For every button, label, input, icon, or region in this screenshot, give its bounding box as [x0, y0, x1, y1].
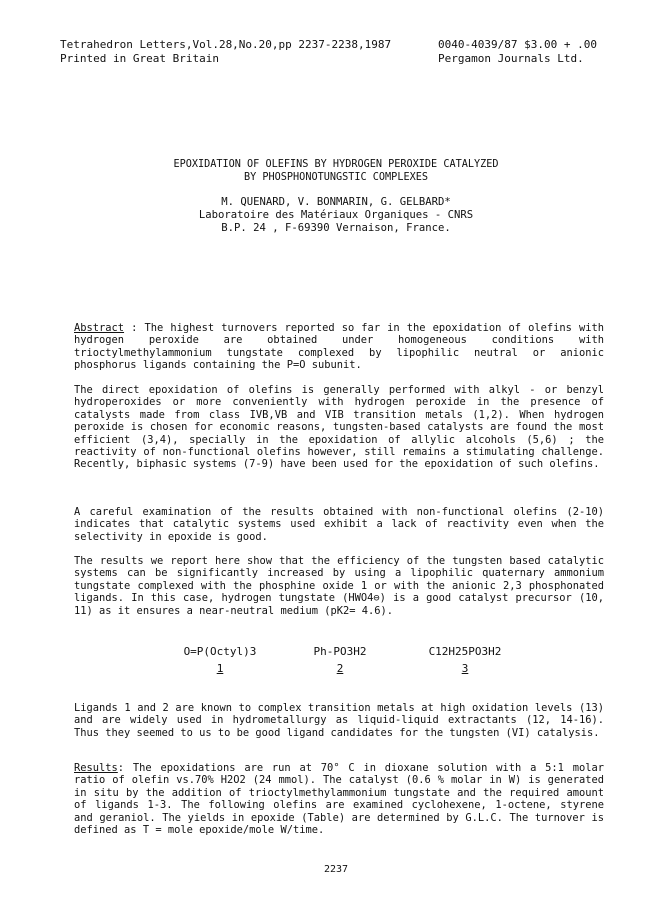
author-block [0, 196, 672, 235]
body-paragraph: A careful examination of the results obtained with non-functional olefins (2-10) indicates that catalytic systems used exhibit a lack of reactivity even when the selectivity in epoxide is good. [74, 506, 604, 543]
body-paragraph: The direct epoxidation of olefins is generally performed with alkyl - or benzyl hydroperoxides or more conveniently with hydrogen peroxide in the presence of catalysts made from class IVB,VB and VIB transition metals (1,2). When hydrogen peroxide is chosen for economic reasons, tungsten-based catalysts are found the most efficient (3,4), specially in the epoxidation of allylic alcohols (5,6) ; the reactivity of non-functional olefins however, still remains a stimulating challenge. Recently, biphasic systems (7-9) have been used for the epoxidation of such olefins. [74, 384, 604, 471]
results-text: : The epoxidations are run at 70° C in dioxane solution with a 5:1 molar ratio of olefin vs.70% H2O2 (24 mmol). The catalyst (0.6 % molar in W) is generated in situ by the addition of trioctylmethylammonium tungstate and the required amount of ligands 1-3. The following olefins are examined cyclohexene, 1-octene, styrene and geraniol. The yields in epoxide (Table) are determined by G.L.C. The turnover is defined as T = mole epoxide/mole W/time. [74, 762, 604, 837]
ligand-formula: O=P(Octyl)3 [183, 645, 257, 658]
affiliation-line-2: B.P. 24 , F-69390 Vernaison, France. [221, 222, 451, 234]
author-names: M. QUENARD, V. BONMARIN, G. GELBARD* [221, 196, 451, 208]
price-line: 0040-4039/87 $3.00 + .00 [438, 38, 597, 51]
ligand-2 [290, 645, 390, 675]
citation-header [60, 38, 391, 66]
body-paragraph: The results we report here show that the efficiency of the tungsten based catalytic systems can be significantly increased by using a lipophilic quaternary ammonium tungstate complexed with the phosphine oxide 1 or with the anionic 2,3 phosphonated ligands. In this case, hydrogen tungstate (HWO4⊖) is a good catalyst precursor (10, 11) as it ensures a near-neutral medium (pK2= 4.6). [74, 555, 604, 617]
ligand-1 [170, 645, 270, 675]
body-paragraph: Ligands 1 and 2 are known to complex transition metals at high oxidation levels (13) and are widely used in hydrometallurgy as liquid-liquid extractants (12, 14-16). Thus they seemed to us to be good ligand candidates for the tungsten (VI) catalysis. [74, 702, 604, 739]
title-line-1: EPOXIDATION OF OLEFINS BY HYDROGEN PEROXIDE CATALYZED [173, 159, 499, 170]
ligand-formula: Ph-PO3H2 [313, 645, 367, 658]
title-line-2: BY PHOSPHONOTUNGSTIC COMPLEXES [243, 172, 428, 183]
abstract-text: : The highest turnovers reported so far in the epoxidation of olefins with hydrogen peroxide are obtained under homogeneous conditions with trioctylmethylammonium tungstate complexed by lipophilic neutral or anionic phosphorus ligands containing the P=O subunit. [74, 322, 604, 372]
ligand-number: 2 [336, 662, 344, 675]
publisher-line: Pergamon Journals Ltd. [438, 52, 584, 65]
results-paragraph [74, 762, 604, 836]
ligand-number: 1 [216, 662, 224, 675]
ligand-number: 3 [461, 662, 469, 675]
results-heading: Results [74, 762, 118, 774]
ligand-3 [410, 645, 520, 675]
abstract-paragraph [74, 322, 604, 372]
page-number: 2237 [323, 864, 349, 875]
abstract-heading: Abstract [74, 322, 125, 334]
article-title [0, 158, 672, 184]
affiliation-line-1: Laboratoire des Matériaux Organiques - CNRS [198, 209, 474, 221]
citation-line: Tetrahedron Letters,Vol.28,No.20,pp 2237-2238,1987 [60, 38, 392, 51]
printed-in-line: Printed in Great Britain [60, 52, 219, 65]
ligand-formula: C12H25PO3H2 [428, 645, 502, 658]
price-header [438, 38, 597, 66]
